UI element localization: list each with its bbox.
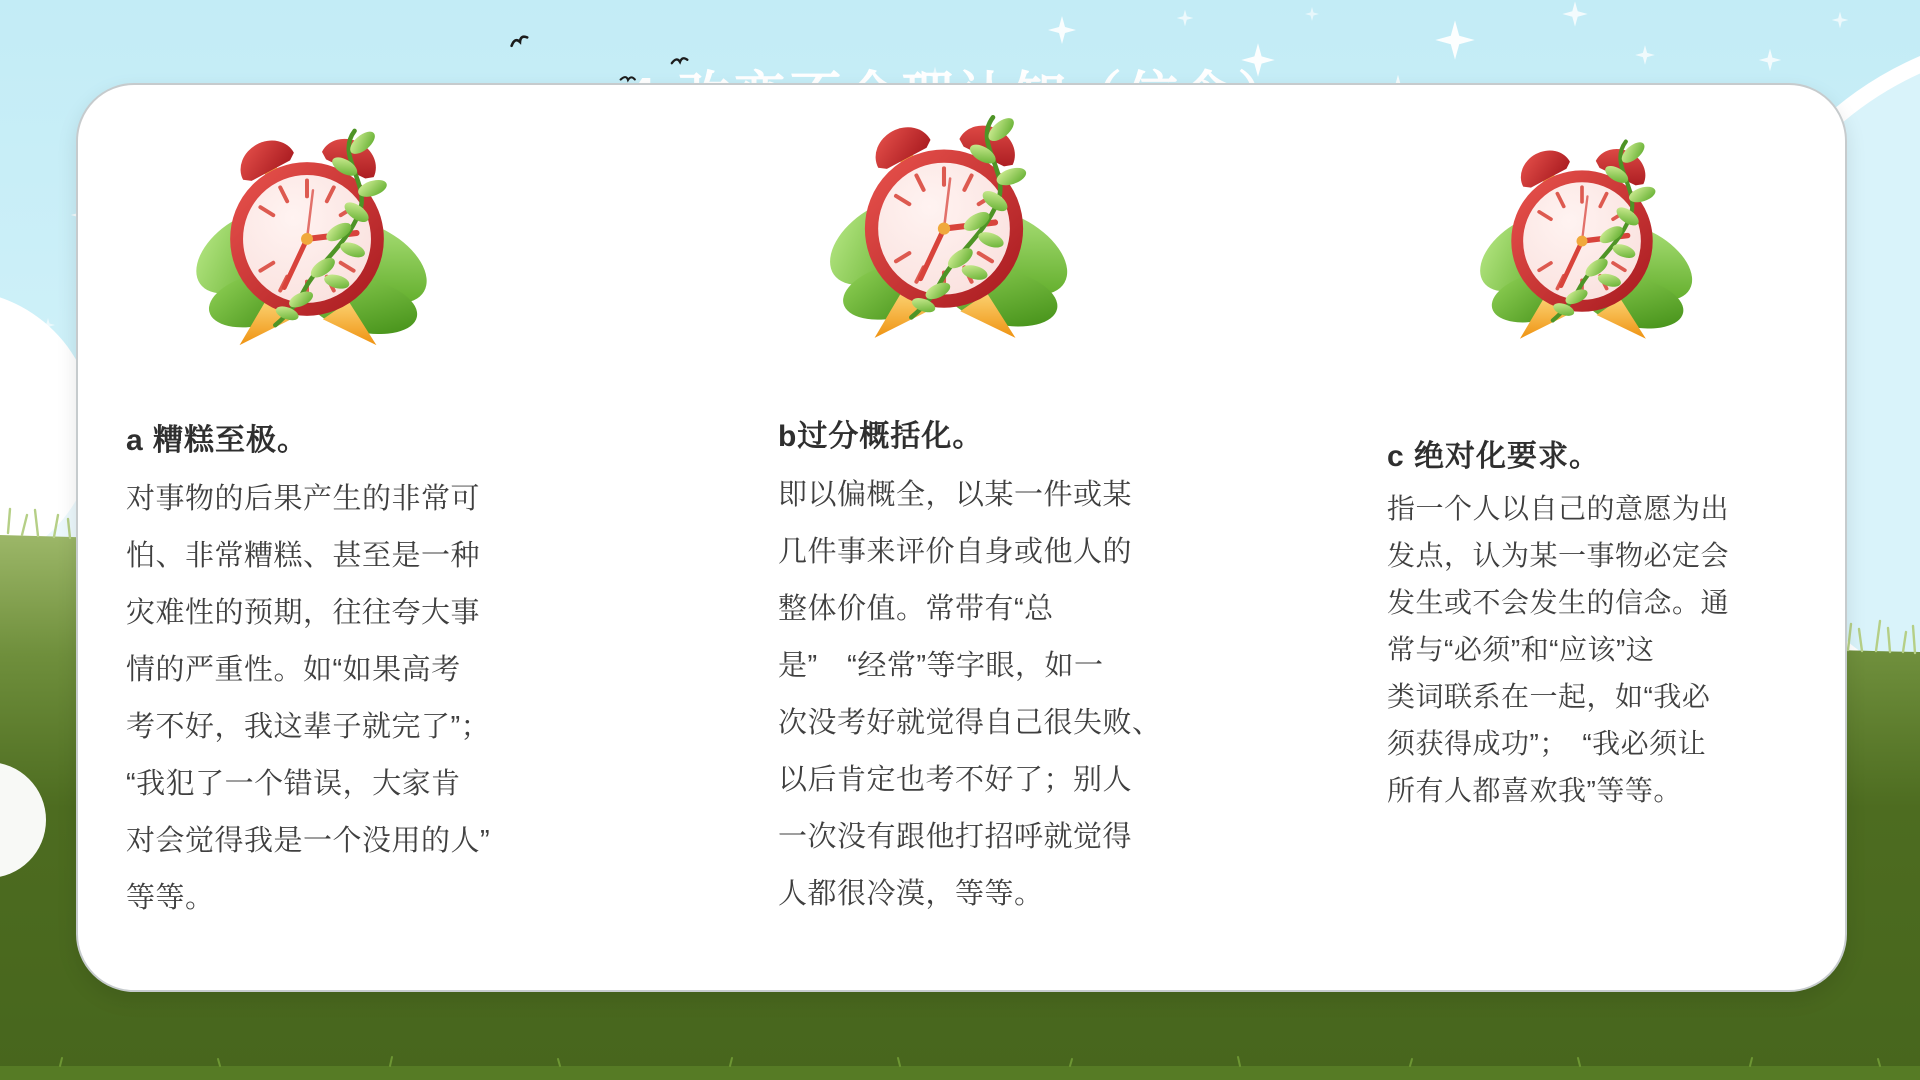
column-body-text: 指一个人以自己的意愿为出 发点，认为某一事物必定会 发生或不会发生的信念。通 常与“必须”和“应该”这 类词联系在一起，如“我必 须获得成功”； “我必须让 所有人都喜欢我”等等。 [1387, 493, 1730, 806]
content-card [76, 83, 1847, 992]
column-heading: c 绝对化要求。 [1387, 440, 1601, 473]
alarm-clock-icon [182, 115, 432, 353]
grass-strip [0, 1066, 1920, 1080]
column-body-text: 对事物的后果产生的非常可 怕、非常糟糕、甚至是一种 灾难性的预期，往往夸大事 情的严重性。如“如果高考 考不好，我这辈子就完了”； “我犯了一个错误，大家肯 对会觉得我是一个没用的人” 等等。 [126, 483, 491, 914]
column-catastrophizing [126, 415, 626, 927]
column-absolute-demands [1387, 431, 1827, 814]
alarm-clock-icon [1467, 127, 1697, 346]
column-overgeneralization [778, 411, 1278, 923]
alarm-clock-icon [815, 101, 1073, 346]
column-heading: b过分概括化。 [778, 420, 984, 453]
column-body-text: 即以偏概全，以某一件或某 几件事来评价自身或他人的 整体价值。常带有“总 是” “经常”等字眼，如一 次没考好就觉得自己很失败、 以后肯定也考不好了；别人 一次没有跟他打招呼就觉得 人都很冷漠，等等。 [778, 479, 1162, 910]
column-heading: a 糟糕至极。 [126, 424, 309, 457]
